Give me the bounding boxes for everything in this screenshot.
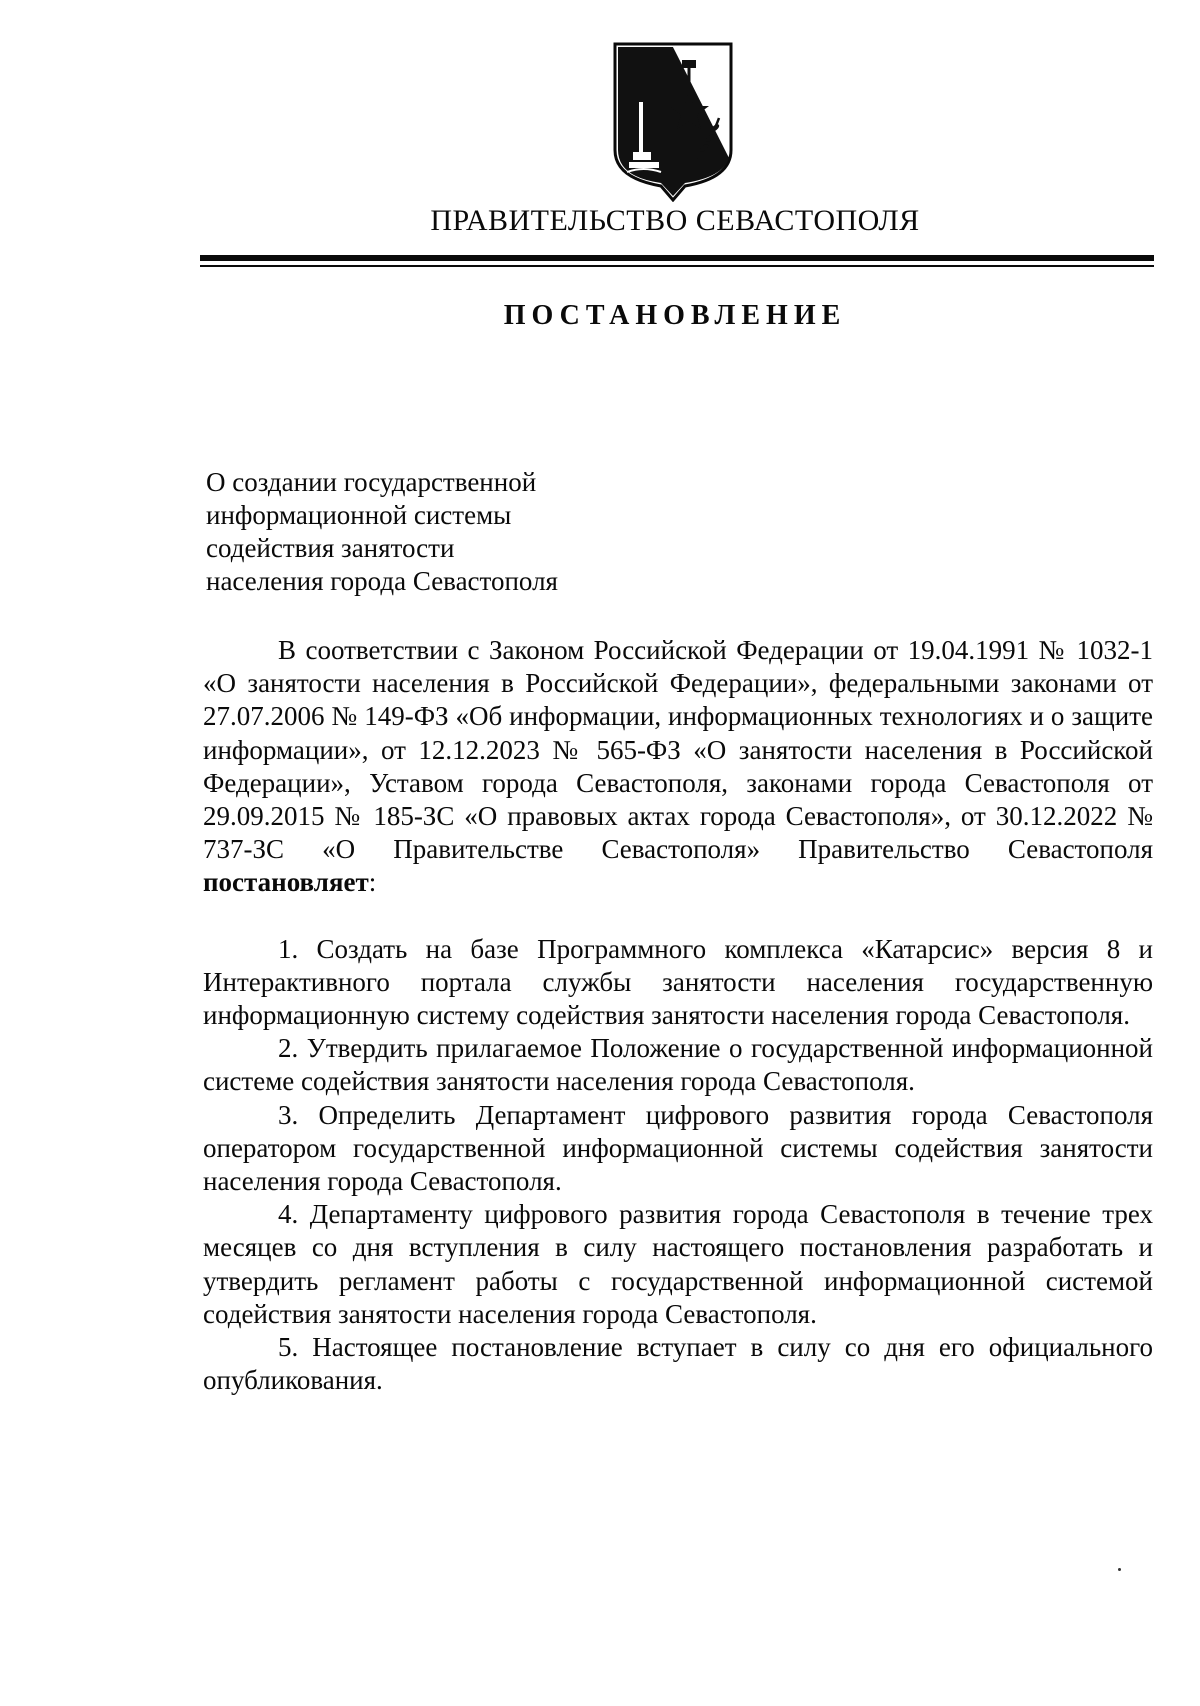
scan-speck [1118, 1568, 1121, 1571]
preamble-colon: : [368, 867, 377, 898]
resolution-item: 2. Утвердить прилагаемое Положение о государственной информационной системе содействия занятости населения города Севастополя. [203, 1033, 1153, 1097]
header-divider [200, 255, 1154, 261]
document-subject: О создании государственной информационной системы содействия занятости населения города Севастополя [206, 467, 558, 596]
document-body [203, 634, 1153, 1397]
organization-title: ПРАВИТЕЛЬСТВО СЕВАСТОПОЛЯ [430, 204, 920, 237]
preamble-text: В соответствии с Законом Российской Федерации от 19.04.1991 № 1032-1 «О занятости населения в Российской Федерации», федеральными законами от 27.07.2006 № 149-ФЗ «Об информации, информационных технологиях и о защите информации», от 12.12.2023 № 565-ФЗ «О занятости населения в Российской Федерации», Уставом города Севастополя, законами города Севастополя от 29.09.2015 № 185-ЗС «О правовых актах города Севастополя», от 30.12.2022 № 737-ЗС «О Правительстве Севастополя» Правительство Севастополя [203, 635, 1153, 865]
document-type: ПОСТАНОВЛЕНИЕ [503, 300, 847, 331]
resolution-item: 5. Настоящее постановление вступает в силу со дня его официального опубликования. [203, 1332, 1153, 1396]
resolution-item: 3. Определить Департамент цифрового развития города Севастополя оператором государственной информационной системы содействия занятости населения города Севастополя. [203, 1099, 1153, 1197]
header-divider-thin [200, 265, 1154, 267]
sevastopol-coat-of-arms-icon [611, 40, 735, 202]
resolution-item: 1. Создать на базе Программного комплекса «Катарсис» версия 8 и Интерактивного портала службы занятости населения государственную информационную систему содействия занятости населения города Севастополя. [203, 933, 1153, 1031]
preamble-paragraph [203, 634, 1153, 900]
resolves-word: постановляет [203, 867, 369, 898]
resolution-item: 4. Департаменту цифрового развития города Севастополя в течение трех месяцев со дня вступления в силу настоящего постановления разработать и утвердить регламент работы с государственной информационной системой содействия занятости населения города Севастополя. [203, 1199, 1153, 1329]
